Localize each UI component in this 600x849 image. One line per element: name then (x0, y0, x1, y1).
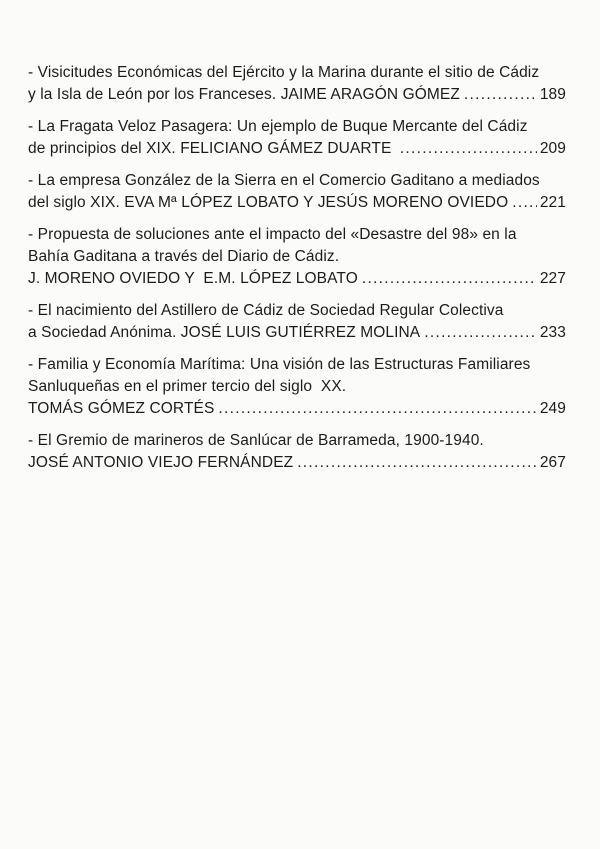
toc-entry-leader-line (28, 192, 566, 214)
toc-entry-leader-line (28, 138, 566, 160)
toc-entry-text: del siglo XIX. EVA Mª LÓPEZ LOBATO Y JESÚS MORENO OVIEDO (28, 194, 509, 211)
dot-leader (218, 398, 536, 420)
toc-entry-title-line: - Propuesta de soluciones ante el impacto del «Desastre del 98» en la (28, 226, 517, 243)
toc-entry-title-line: Sanluqueñas en el primer tercio del siglo XX. (28, 378, 347, 395)
dot-leader (424, 322, 537, 344)
dot-leader (362, 268, 537, 290)
toc-page-number: 189 (539, 86, 566, 103)
dot-leader (400, 138, 537, 160)
toc-page-number: 249 (539, 400, 566, 417)
toc-entry-leader-line (28, 398, 566, 420)
toc-entry-title-line: - El nacimiento del Astillero de Cádiz de Sociedad Regular Colectiva (28, 302, 504, 319)
toc-entry-leader-line (28, 268, 566, 290)
toc-entry-title-line: - El Gremio de marineros de Sanlúcar de Barrameda, 1900-1940. (28, 432, 484, 449)
toc-page-number: 227 (539, 270, 566, 287)
toc-entry-text: J. MORENO OVIEDO Y E.M. LÓPEZ LOBATO (28, 270, 358, 287)
toc-entry-leader-line (28, 322, 566, 344)
toc-entry (28, 300, 566, 344)
toc-entry-text: TOMÁS GÓMEZ CORTÉS (28, 400, 215, 417)
toc-entry (28, 354, 566, 420)
toc-page-number: 233 (539, 324, 566, 341)
toc-entry-title-line: - Visicitudes Económicas del Ejército y la Marina durante el sitio de Cádiz (28, 64, 540, 81)
toc-entry-title-line: - La Fragata Veloz Pasagera: Un ejemplo de Buque Mercante del Cádiz (28, 118, 528, 135)
toc-entry-title-line: Bahía Gaditana a través del Diario de Cádiz. (28, 248, 340, 265)
toc-entry (28, 224, 566, 290)
dot-leader (297, 452, 537, 474)
dot-leader (464, 84, 537, 106)
toc-entry (28, 116, 566, 160)
toc-page-number: 209 (539, 140, 566, 157)
toc-entry (28, 62, 566, 106)
toc-page-number: 267 (539, 454, 566, 471)
toc-entry-title-line: - Familia y Economía Marítima: Una visión de las Estructuras Familiares (28, 356, 531, 373)
table-of-contents (28, 62, 566, 484)
toc-page-number: 221 (539, 194, 566, 211)
toc-entry-text: de principios del XIX. FELICIANO GÁMEZ DUARTE (28, 140, 396, 157)
toc-entry-text: y la Isla de León por los Franceses. JAIME ARAGÓN GÓMEZ (28, 86, 460, 103)
toc-entry (28, 170, 566, 214)
toc-entry-text: a Sociedad Anónima. JOSÉ LUIS GUTIÉRREZ MOLINA (28, 324, 421, 341)
toc-entry (28, 430, 566, 474)
toc-entry-text: JOSÉ ANTONIO VIEJO FERNÁNDEZ (28, 454, 294, 471)
dot-leader (512, 192, 537, 214)
toc-entry-leader-line (28, 452, 566, 474)
toc-entry-leader-line (28, 84, 566, 106)
toc-entry-title-line: - La empresa González de la Sierra en el Comercio Gaditano a mediados (28, 172, 540, 189)
